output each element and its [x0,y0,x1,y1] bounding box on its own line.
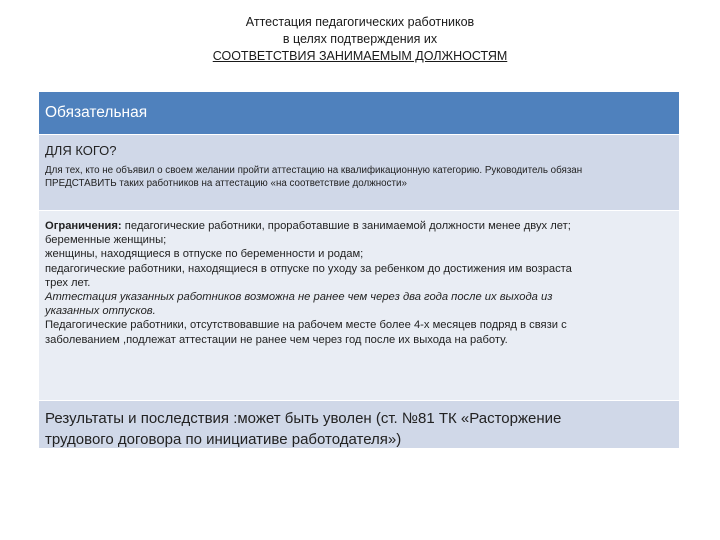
table-row-who [39,135,679,211]
title-line-2: в целях подтверждения их [282,32,438,46]
limits-line-4: педагогические работники, находящиеся в отпуске по уходу за ребенком до достижения им возраста [45,262,572,275]
who-text-line-1: Для тех, кто не объявил о своем желании пройти аттестацию на квалификационную категорию. Руководитель обязан [45,165,583,176]
limits-label: Ограничения: [45,220,122,232]
limits-text-1: педагогические работники, проработавшие в занимаемой должности менее двух лет; [121,220,571,232]
limits-line-9: заболеванием ,подлежат аттестации не ранее чем через год после их выхода на работу. [45,333,508,346]
who-text [45,164,673,190]
who-heading: ДЛЯ КОГО? [45,143,117,158]
table-row-results [39,401,679,448]
limits-line-5: трех лет. [45,276,91,289]
who-text-line-2: ПРЕДСТАВИТЬ таких работников на аттестацию «на соответствие должности» [45,178,407,189]
results-line-1: Результаты и последствия :может быть уволен (ст. №81 ТК «Расторжение [45,410,562,427]
limits-line-8: Педагогические работники, отсутствовавшие на рабочем месте более 4-х месяцев подряд в связи с [45,319,567,332]
table-header-row [39,92,679,135]
table-row-limits [39,211,679,401]
limits-line-7: указанных отпусков. [45,305,156,318]
page-title [0,14,720,65]
title-line-1: Аттестация педагогических работников [245,15,475,29]
limits-line-6: Аттестация указанных работников возможна не ранее чем через два года после их выхода из [45,291,553,304]
attestation-table [39,92,679,448]
title-line-3: СООТВЕТСТВИЯ ЗАНИМАЕМЫМ ДОЛЖНОСТЯМ [212,49,508,63]
results-line-2: трудового договора по инициативе работодателя») [45,431,402,448]
limits-line-2: беременные женщины; [45,234,167,247]
limits-line-1 [45,219,673,233]
limits-line-3: женщины, находящиеся в отпуске по беременности и родам; [45,248,364,261]
table-header-label: Обязательная [45,104,148,121]
